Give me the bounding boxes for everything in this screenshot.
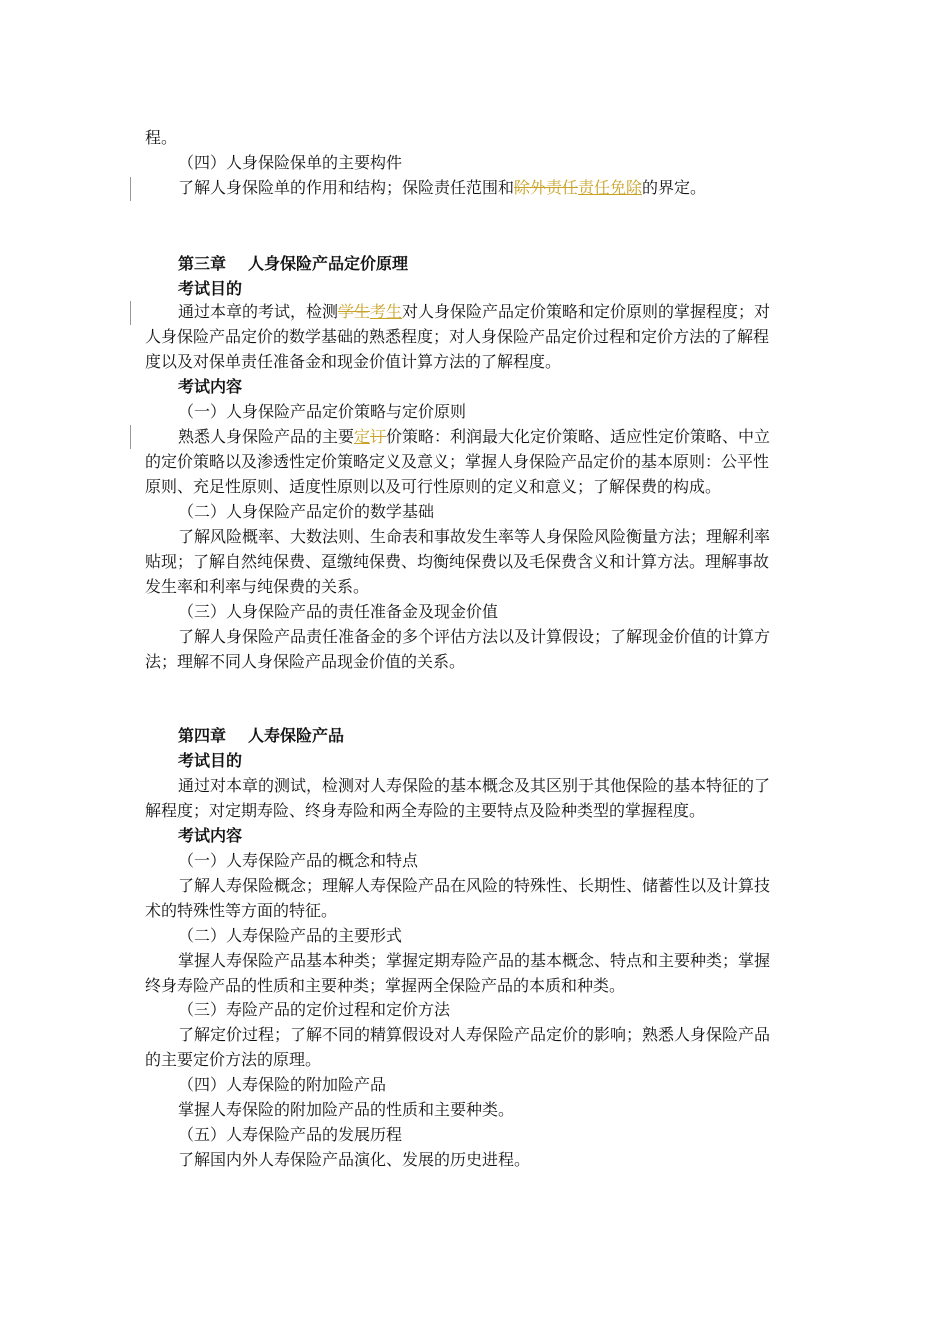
paragraph-line: 掌握人寿保险的附加险产品的性质和主要种类。 — [178, 1100, 515, 1119]
paragraph-line: 了解风险概率、大数法则、生命表和事故发生率等人身保险风险衡量方法；理解利率 — [178, 527, 771, 546]
paragraph-line: 了解人身保险产品责任准备金的多个评估方法以及计算假设；了解现金价值的计算方 — [178, 627, 771, 646]
inserted-text: 考生 — [370, 302, 403, 321]
section-heading: 考试内容 — [178, 377, 243, 396]
paragraph-line: 人身保险产品定价的数学基础的熟悉程度；对人身保险产品定价过程和定价方法的了解程 — [145, 327, 770, 346]
paragraph-line: 了解国内外人寿保险产品演化、发展的历史进程。 — [178, 1150, 531, 1169]
paragraph-line: 的主要定价方法的原理。 — [145, 1050, 322, 1069]
subsection-heading: （二）人寿保险产品的主要形式 — [178, 926, 403, 945]
deleted-text: 除外责任 — [514, 178, 579, 197]
change-bar — [130, 177, 131, 201]
paragraph-line: 程。 — [145, 128, 178, 147]
change-bar — [130, 301, 131, 325]
paragraph-line: 解程度；对定期寿险、终身寿险和两全寿险的主要特点及险种类型的掌握程度。 — [145, 801, 706, 820]
paragraph-line: 度以及对保单责任准备金和现金价值计算方法的了解程度。 — [145, 352, 562, 371]
paragraph-line: 终身寿险产品的性质和主要种类；掌握两全保险产品的本质和种类。 — [145, 976, 626, 995]
paragraph-line: 了解人身保险单的作用和结构；保险责任范围和除外责任责任免除的界定。 — [178, 178, 707, 197]
subsection-heading: （三）人身保险产品的责任准备金及现金价值 — [178, 602, 499, 621]
deleted-text: 订 — [370, 427, 387, 446]
paragraph-line: 通过本章的考试，检测学生考生对人身保险产品定价策略和定价原则的掌握程度；对 — [178, 302, 771, 321]
subsection-heading: （四）人身保险保单的主要构件 — [178, 153, 403, 172]
change-bar — [130, 425, 131, 449]
paragraph-line: 术的特殊性等方面的特征。 — [145, 901, 338, 920]
paragraph-line: 了解人寿保险概念；理解人寿保险产品在风险的特殊性、长期性、储蓄性以及计算技 — [178, 876, 771, 895]
chapter-heading: 第三章 人身保险产品定价原理 — [178, 254, 409, 273]
section-heading: 考试内容 — [178, 826, 243, 845]
paragraph-line: 原则、充足性原则、适度性原则以及可行性原则的定义和意义；了解保费的构成。 — [145, 477, 722, 496]
inserted-text: 责任免除 — [578, 178, 643, 197]
paragraph-line: 发生率和利率与纯保费的关系。 — [145, 577, 370, 596]
paragraph-line: 通过对本章的测试，检测对人寿保险的基本概念及其区别于其他保险的基本特征的了 — [178, 776, 771, 795]
inserted-text: 定 — [354, 427, 371, 446]
section-heading: 考试目的 — [178, 279, 243, 298]
chapter-heading: 第四章 人寿保险产品 — [178, 726, 345, 745]
paragraph-line: 贴现；了解自然纯保费、趸缴纯保费、均衡纯保费以及毛保费含义和计算方法。理解事故 — [145, 552, 770, 571]
subsection-heading: （五）人寿保险产品的发展历程 — [178, 1125, 403, 1144]
paragraph-line: 了解定价过程；了解不同的精算假设对人寿保险产品定价的影响；熟悉人身保险产品 — [178, 1025, 771, 1044]
subsection-heading: （一）人寿保险产品的概念和特点 — [178, 851, 419, 870]
paragraph-line: 掌握人寿保险产品基本种类；掌握定期寿险产品的基本概念、特点和主要种类；掌握 — [178, 951, 771, 970]
section-heading: 考试目的 — [178, 751, 243, 770]
deleted-text: 学生 — [338, 302, 371, 321]
paragraph-line: 的定价策略以及渗透性定价策略定义及意义；掌握人身保险产品定价的基本原则：公平性 — [145, 452, 770, 471]
paragraph-line: 法；理解不同人身保险产品现金价值的关系。 — [145, 652, 466, 671]
subsection-heading: （二）人身保险产品定价的数学基础 — [178, 502, 435, 521]
paragraph-line: 熟悉人身保险产品的主要定订价策略：利润最大化定价策略、适应性定价策略、中立 — [178, 427, 771, 446]
subsection-heading: （四）人寿保险的附加险产品 — [178, 1075, 387, 1094]
subsection-heading: （三）寿险产品的定价过程和定价方法 — [178, 1000, 451, 1019]
subsection-heading: （一）人身保险产品定价策略与定价原则 — [178, 402, 467, 421]
